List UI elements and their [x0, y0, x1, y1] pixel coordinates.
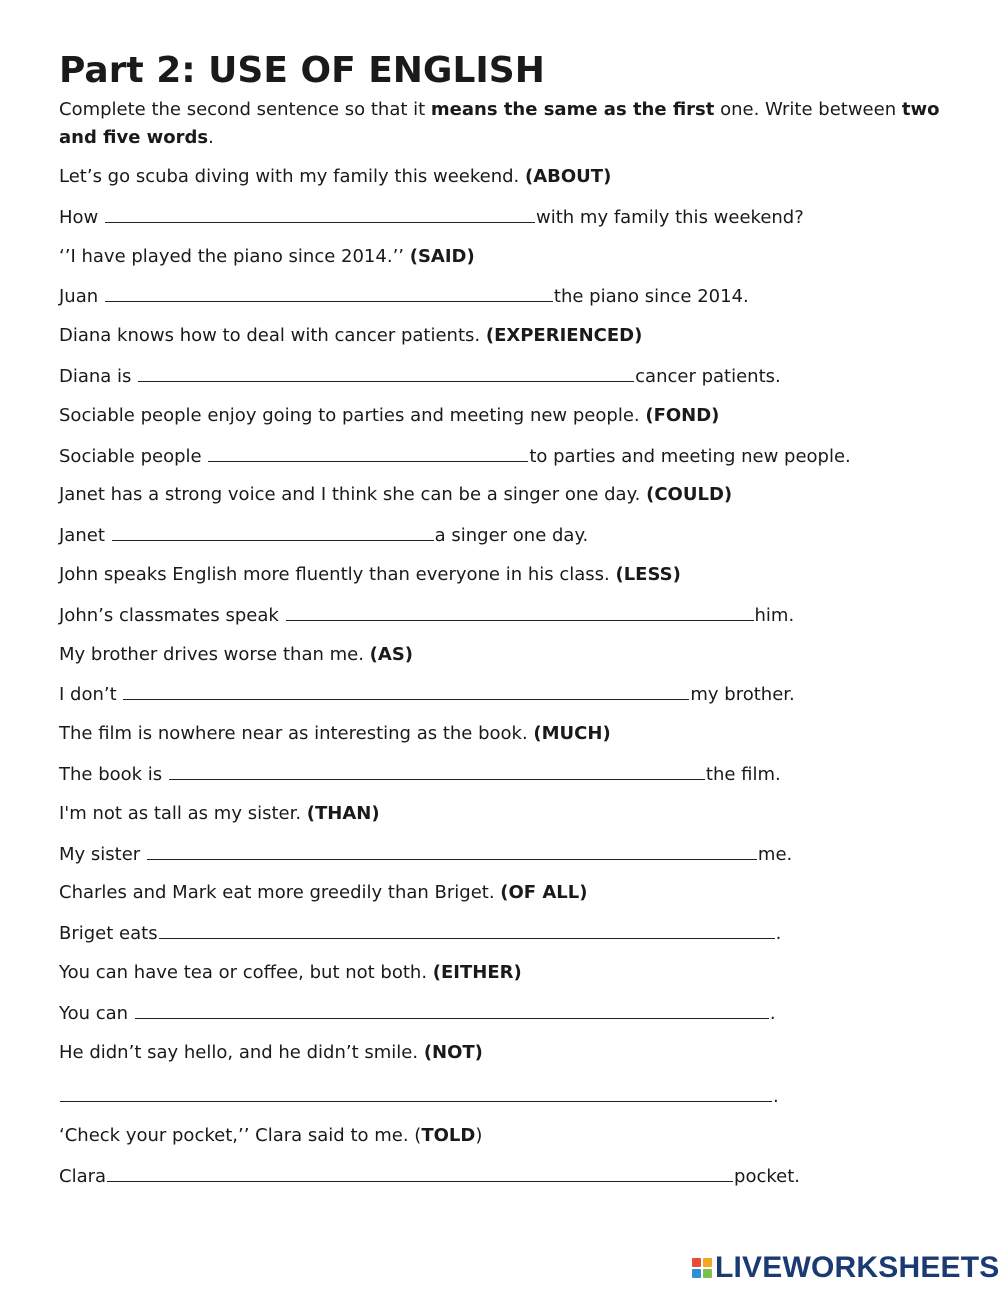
instructions-bold-1: means the same as the first — [430, 99, 715, 120]
keyword: (EITHER) — [432, 961, 522, 983]
answer-end-text: me. — [757, 843, 793, 865]
answer-blank[interactable] — [147, 841, 757, 860]
logo-block-l — [692, 1258, 701, 1267]
answer-blank[interactable] — [208, 443, 528, 462]
answer-input[interactable] — [112, 522, 434, 540]
answer-end-text: . — [769, 1002, 776, 1024]
answer-start-text: How — [59, 206, 104, 228]
keyword: (SAID) — [409, 245, 475, 267]
answer-end-text: the piano since 2014. — [553, 286, 749, 308]
instructions-bold-2: two and five words — [59, 99, 940, 148]
answer-input[interactable] — [159, 920, 775, 938]
answer-input[interactable] — [138, 363, 634, 381]
exercise-prompt — [59, 1040, 959, 1080]
logo-block-v — [692, 1269, 701, 1278]
answer-input[interactable] — [169, 761, 705, 779]
prompt-text: Charles and Mark eat more greedily than Briget. — [59, 882, 501, 904]
keyword: (OF ALL) — [500, 882, 588, 904]
keyword: (AS) — [369, 643, 414, 665]
exercise-answer-line — [59, 443, 959, 483]
answer-blank[interactable] — [60, 1083, 772, 1102]
exercise-answer-line — [59, 522, 959, 562]
logo-block-i — [703, 1258, 712, 1267]
answer-end-text: to parties and meeting new people. — [529, 445, 851, 467]
answer-blank[interactable] — [138, 363, 634, 382]
answer-blank[interactable] — [286, 602, 754, 621]
exercise-prompt — [59, 323, 959, 363]
answer-start-text: You can — [59, 1002, 134, 1024]
exercise-prompt — [59, 1123, 959, 1163]
exercise-prompt — [59, 403, 959, 443]
prompt-text: John speaks English more fluently than everyone in his class. — [59, 563, 616, 585]
answer-end-text: cancer patients. — [635, 365, 781, 387]
prompt-text: Diana knows how to deal with cancer patients. — [59, 325, 486, 347]
exercise-prompt — [59, 244, 959, 284]
keyword: (LESS) — [615, 563, 681, 585]
answer-end-text: . — [775, 923, 782, 945]
prompt-text: ‘Check your pocket,’’ Clara said to me. ( — [59, 1125, 422, 1147]
prompt-text: My brother drives worse than me. — [59, 643, 370, 665]
answer-input[interactable] — [123, 681, 689, 699]
keyword: TOLD — [421, 1125, 476, 1147]
exercise-list — [59, 164, 959, 1203]
exercise-answer-line — [59, 204, 959, 244]
prompt-text: Let’s go scuba diving with my family this weekend. — [59, 166, 525, 187]
answer-blank[interactable] — [169, 761, 705, 780]
answer-blank[interactable] — [107, 1163, 733, 1182]
exercise-prompt — [59, 482, 959, 522]
answer-blank[interactable] — [159, 920, 775, 939]
answer-end-text: him. — [754, 604, 795, 626]
answer-blank[interactable] — [112, 522, 434, 541]
instructions-text-3: . — [208, 127, 214, 148]
answer-input[interactable] — [135, 1000, 769, 1018]
answer-start-text: Diana is — [59, 365, 138, 387]
keyword: (NOT) — [423, 1041, 483, 1063]
exercise-answer-line — [59, 1163, 959, 1203]
answer-start-text: The book is — [59, 763, 168, 785]
prompt-text: Janet has a strong voice and I think she can be a singer one day. — [59, 484, 647, 506]
exercise-answer-line — [59, 920, 959, 960]
exercise-answer-line — [59, 1000, 959, 1040]
answer-end-text: the film. — [705, 763, 781, 785]
exercise-answer-line — [59, 681, 959, 721]
exercise-answer-line — [59, 1079, 959, 1123]
exercise-prompt — [59, 801, 959, 841]
logo-block-e — [703, 1269, 712, 1278]
worksheet — [59, 50, 959, 1203]
keyword: (COULD) — [646, 484, 733, 506]
logo-blocks-icon — [692, 1258, 712, 1278]
prompt-text-after: ) — [475, 1125, 483, 1147]
instructions-text-2: one. Write between — [714, 99, 902, 120]
answer-blank[interactable] — [123, 681, 689, 700]
exercise-prompt — [59, 642, 959, 682]
answer-end-text: . — [773, 1086, 779, 1108]
answer-start-text: Janet — [59, 525, 111, 547]
prompt-text: The film is nowhere near as interesting as the book. — [59, 723, 534, 745]
section-title: Part 2: USE OF ENGLISH — [59, 50, 545, 91]
answer-start-text: Juan — [59, 286, 104, 308]
exercise-answer-line — [59, 602, 959, 642]
answer-input[interactable] — [286, 602, 754, 620]
answer-start-text: John’s classmates speak — [59, 604, 285, 626]
answer-input[interactable] — [147, 841, 757, 859]
exercise-answer-line — [59, 841, 959, 881]
keyword: (MUCH) — [533, 723, 611, 745]
exercise-prompt — [59, 562, 959, 602]
keyword: (FOND) — [645, 404, 720, 426]
instructions-text-1: Complete the second sentence so that it — [59, 99, 431, 120]
prompt-text: He didn’t say hello, and he didn’t smile. — [59, 1041, 424, 1063]
prompt-text: Sociable people enjoy going to parties and meeting new people. — [59, 404, 646, 426]
answer-end-text: with my family this weekend? — [536, 206, 804, 228]
exercise-answer-line — [59, 363, 959, 403]
answer-start-text: I don’t — [59, 684, 123, 706]
logo-text: LIVEWORKSHEETS — [715, 1251, 1000, 1284]
answer-start-text: Clara — [59, 1166, 107, 1188]
instructions — [59, 96, 959, 152]
answer-start-text: Briget eats — [59, 923, 158, 945]
exercise-prompt — [59, 164, 959, 204]
prompt-text: ‘’I have played the piano since 2014.’’ — [59, 245, 410, 267]
exercise-prompt — [59, 960, 959, 1000]
exercise-prompt — [59, 880, 959, 920]
answer-start-text: Sociable people — [59, 445, 208, 467]
answer-end-text: a singer one day. — [434, 525, 589, 547]
answer-blank[interactable] — [135, 1000, 769, 1019]
answer-end-text: pocket. — [734, 1166, 801, 1188]
answer-input[interactable] — [208, 443, 528, 461]
prompt-text: I'm not as tall as my sister. — [59, 802, 307, 824]
exercise-answer-line — [59, 283, 959, 323]
exercise-answer-line — [59, 761, 959, 801]
answer-end-text: my brother. — [690, 684, 795, 706]
answer-blank[interactable] — [105, 204, 535, 223]
keyword: (EXPERIENCED) — [485, 325, 643, 347]
answer-input[interactable] — [107, 1163, 733, 1181]
exercise-prompt — [59, 721, 959, 761]
keyword: (THAN) — [306, 802, 380, 824]
keyword: (ABOUT) — [525, 166, 612, 187]
answer-input[interactable] — [105, 204, 535, 222]
answer-input[interactable] — [60, 1083, 772, 1101]
prompt-text: You can have tea or coffee, but not both. — [59, 961, 433, 983]
answer-blank[interactable] — [105, 283, 553, 302]
answer-start-text: My sister — [59, 843, 146, 865]
liveworksheets-logo — [692, 1250, 1000, 1286]
answer-input[interactable] — [105, 283, 553, 301]
